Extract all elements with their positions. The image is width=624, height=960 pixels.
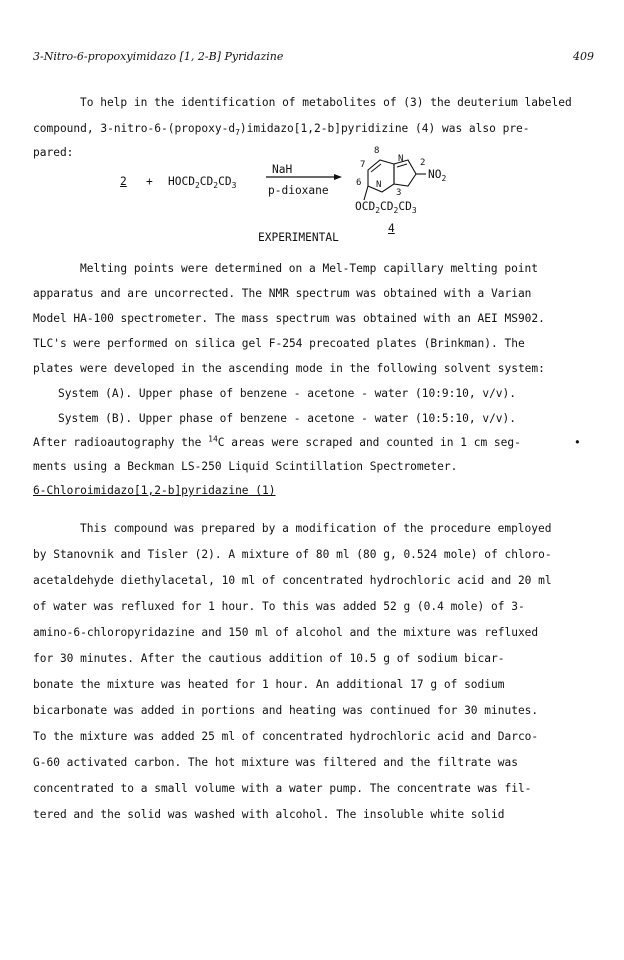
intro-line-1: To help in the identification of metabolites of (3) the deuterium labeled (80, 96, 572, 109)
exp-line-1: Melting points were determined on a Mel-Temp capillary melting point (80, 262, 539, 275)
proc-line-3: acetaldehyde diethylacetal, 10 ml of concentrated hydrochloric acid and 20 ml (33, 574, 552, 587)
exp-line-4: TLC's were performed on silica gel F-254 precoated plates (Brinkman). The (33, 337, 525, 350)
reagent: $HOCD_2CD_2CD_3$ (168, 175, 237, 191)
intro-line-2-b: )imidazo[1,2-b]pyridizine (4) was also pre- (239, 122, 530, 135)
ring-label-n1: N (398, 154, 404, 164)
running-title: 3-Nitro-6-propoxyimidazo [1, 2-B] Pyridazine (33, 50, 284, 63)
proc-line-1: This compound was prepared by a modification of the procedure employed (80, 522, 552, 535)
ring-label-8: 8 (374, 146, 380, 156)
reaction-plus: + (146, 175, 153, 188)
exp-line-2: apparatus and are uncorrected. The NMR spectrum was obtained with a Varian (33, 287, 532, 300)
intro-line-2-sub: 7 (235, 128, 240, 138)
proc-line-9: To the mixture was added 25 ml of concentrated hydrochloric acid and Darco- (33, 730, 539, 743)
exp-line-5: plates were developed in the ascending mode in the following solvent system: (33, 362, 545, 375)
reaction-arrow (264, 172, 344, 182)
arrow-top-label: NaH (272, 163, 293, 176)
proc-line-6: for 30 minutes. After the cautious addition of 10.5 g of sodium bicar- (33, 652, 505, 665)
ring-label-7: 7 (360, 160, 366, 170)
product-number: 4 (388, 222, 395, 235)
page-number: 409 (573, 50, 594, 63)
proc-line-10: G-60 activated carbon. The hot mixture was filtered and the filtrate was (33, 756, 518, 769)
proc-line-5: amino-6-chloropyridazine and 150 ml of alcohol and the mixture was refluxed (33, 626, 539, 639)
exp-line-8: After radioautography the $^{14}$C areas were scraped and counted in 1 cm seg- (33, 434, 521, 449)
ring-label-3: 3 (396, 188, 402, 198)
intro-line-2-a: compound, 3-nitro-6-(propoxy-d (33, 122, 236, 135)
proc-line-8: bicarbonate was added in portions and heating was continued for 30 minutes. (33, 704, 539, 717)
ring-label-6: 6 (356, 178, 362, 188)
proc-line-4: of water was refluxed for 1 hour. To this was added 52 g (0.4 mole) of 3- (33, 600, 525, 613)
margin-bullet: • (574, 436, 581, 449)
intro-line-2 (33, 122, 530, 138)
proc-line-12: tered and the solid was washed with alcohol. The insoluble white solid (33, 808, 505, 821)
section-experimental: EXPERIMENTAL (258, 231, 339, 244)
reactant-number: 2 (120, 175, 127, 188)
exp-line-6: System (A). Upper phase of benzene - acetone - water (10:9:10, v/v). (58, 387, 517, 400)
intro-line-3: pared: (33, 146, 74, 159)
subsection-title: 6-Chloroimidazo[1,2-b]pyridazine (1) (33, 484, 276, 497)
exp-line-7: System (B). Upper phase of benzene - acetone - water (10:5:10, v/v). (58, 412, 517, 425)
proc-line-2: by Stanovnik and Tisler (2). A mixture of 80 ml (80 g, 0.524 mole) of chloro- (33, 548, 552, 561)
proc-line-7: bonate the mixture was heated for 1 hour. An additional 17 g of sodium (33, 678, 505, 691)
proc-line-11: concentrated to a small volume with a water pump. The concentrate was fil- (33, 782, 532, 795)
propoxy-group: $OCD_2CD_2CD_3$ (355, 200, 417, 216)
ring-label-n2: N (376, 180, 382, 190)
ring-label-2: 2 (420, 158, 426, 168)
exp-line-9: ments using a Beckman LS-250 Liquid Scintillation Spectrometer. (33, 460, 458, 473)
arrow-bottom-label: p-dioxane (268, 184, 329, 197)
nitro-group: $NO_2$ (428, 168, 447, 184)
exp-line-3: Model HA-100 spectrometer. The mass spectrum was obtained with an AEI MS902. (33, 312, 545, 325)
